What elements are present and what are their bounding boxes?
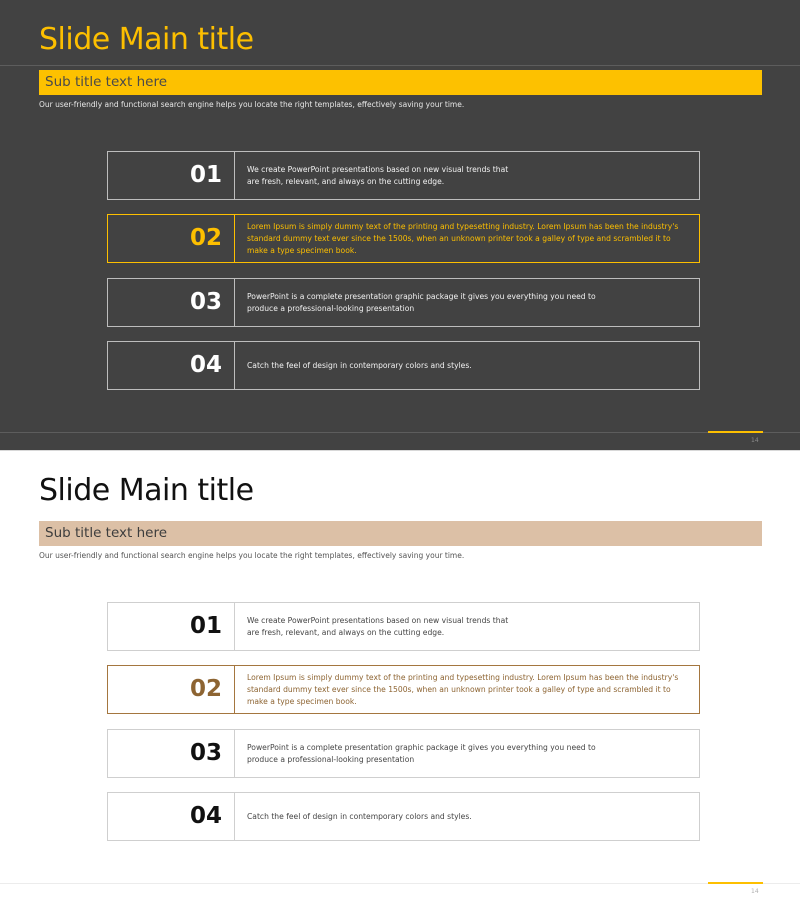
title-divider xyxy=(0,65,800,66)
item-text: PowerPoint is a complete presentation graphic package it gives you everything you need to produce a professional-looking presentation xyxy=(247,291,596,313)
footer-divider xyxy=(0,432,800,433)
list-item xyxy=(107,729,700,778)
item-text: Lorem Ipsum is simply dummy text of the printing and typesetting industry. Lorem Ipsum has been the industry's standard dummy text ever since the 1500s, when an unknown printer took a galley of type and scrambled it to make a type specimen book. xyxy=(247,221,679,255)
item-number: 02 xyxy=(108,215,235,262)
item-number: 03 xyxy=(108,279,235,326)
footer-accent xyxy=(708,431,763,433)
item-text: We create PowerPoint presentations based on new visual trends that are fresh, relevant, and always on the cutting edge. xyxy=(247,615,509,637)
slide-light xyxy=(0,450,800,900)
item-number: 01 xyxy=(108,603,235,650)
item-number: 02 xyxy=(108,666,235,713)
item-text: Lorem Ipsum is simply dummy text of the printing and typesetting industry. Lorem Ipsum has been the industry's standard dummy text ever since the 1500s, when an unknown printer took a galley of type and scrambled it to make a type specimen book. xyxy=(247,672,679,706)
item-text: Catch the feel of design in contemporary colors and styles. xyxy=(247,360,472,370)
item-text: PowerPoint is a complete presentation graphic package it gives you everything you need to produce a professional-looking presentation xyxy=(247,742,596,764)
slide-title: Slide Main title xyxy=(39,473,254,508)
slide-description: Our user-friendly and functional search engine helps you locate the right templates, effectively saving your time. xyxy=(39,551,465,560)
slide-title: Slide Main title xyxy=(39,22,254,57)
item-text: We create PowerPoint presentations based on new visual trends that are fresh, relevant, and always on the cutting edge. xyxy=(247,164,509,186)
list-item xyxy=(107,792,700,841)
slide-description: Our user-friendly and functional search engine helps you locate the right templates, effectively saving your time. xyxy=(39,100,465,109)
list-item-highlighted xyxy=(107,214,700,263)
item-number: 01 xyxy=(108,152,235,199)
item-number: 04 xyxy=(108,342,235,389)
list-item xyxy=(107,341,700,390)
page-number: 14 xyxy=(751,888,759,895)
item-text: Catch the feel of design in contemporary colors and styles. xyxy=(247,811,472,821)
footer-divider xyxy=(0,883,800,884)
subtitle-bar: Sub title text here xyxy=(39,70,762,95)
item-number: 04 xyxy=(108,793,235,840)
subtitle-bar: Sub title text here xyxy=(39,521,762,546)
list-item xyxy=(107,602,700,651)
page-number: 14 xyxy=(751,437,759,444)
list-item xyxy=(107,151,700,200)
list-item-highlighted xyxy=(107,665,700,714)
item-number: 03 xyxy=(108,730,235,777)
list-item xyxy=(107,278,700,327)
footer-accent xyxy=(708,882,763,884)
